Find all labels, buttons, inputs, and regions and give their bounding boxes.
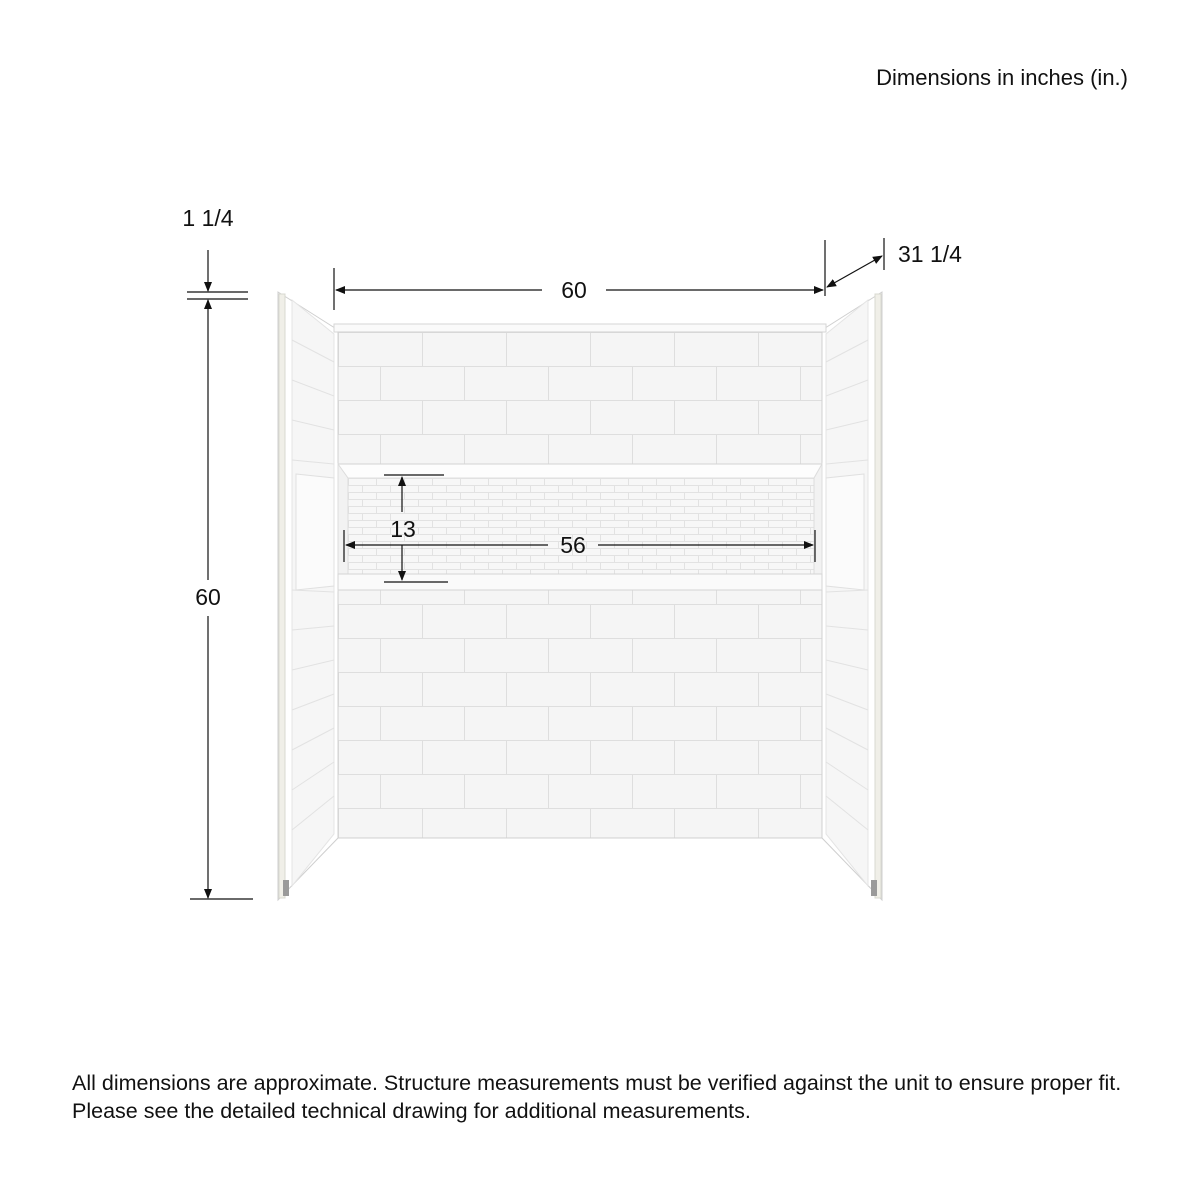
left-side-panel (278, 292, 338, 900)
label-overall-width: 60 (561, 277, 587, 303)
label-shelf-height: 13 (390, 516, 416, 542)
dimension-wall-thickness (187, 250, 248, 299)
dimension-side-depth (827, 238, 884, 287)
label-wall-thickness: 1 1/4 (182, 205, 234, 231)
label-side-depth: 31 1/4 (898, 241, 962, 267)
disclaimer-text: All dimensions are approximate. Structure measurements must be verified against the unit to ensure proper fit. Please see the detailed technical drawing for additional measurements. (72, 1071, 1122, 1123)
units-note: Dimensions in inches (in.) (876, 65, 1128, 90)
label-shelf-width: 56 (560, 532, 586, 558)
label-overall-height: 60 (195, 584, 221, 610)
right-side-panel (822, 292, 882, 900)
